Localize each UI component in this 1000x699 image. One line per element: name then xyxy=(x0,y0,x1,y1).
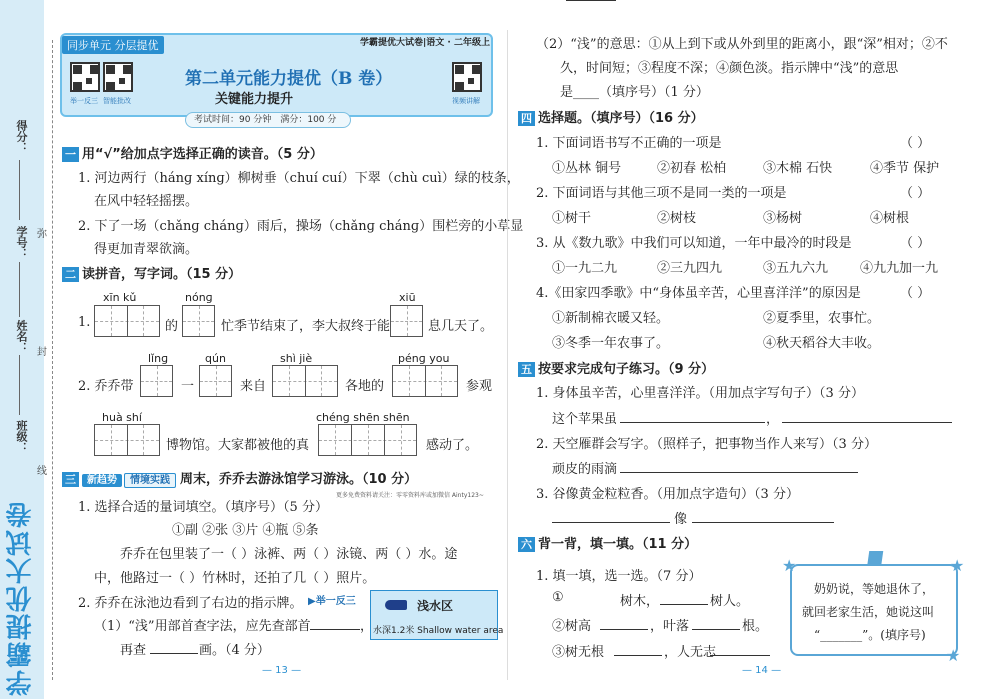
s4-q2-opt3[interactable]: ③杨树 xyxy=(763,211,803,226)
row3-text-b: 感动了。 xyxy=(426,438,479,453)
char-box-ling[interactable] xyxy=(140,365,173,397)
s4-q3-opt3[interactable]: ③五九六九 xyxy=(763,261,829,276)
s6-l1-text2: 树人。 xyxy=(710,594,750,609)
answer-line[interactable] xyxy=(620,422,765,423)
char-box-nong[interactable] xyxy=(182,305,215,337)
row2-text-d: 参观 xyxy=(466,379,493,394)
star-icon: ★ xyxy=(782,556,797,575)
section-4-title: 四 选择题。（填序号）（16 分） xyxy=(518,107,704,126)
s4-q4-paren[interactable]: （ ） xyxy=(900,286,931,301)
section-2-title: 二 读拼音，写字词。（15 分） xyxy=(62,263,241,282)
note-line-2: 就回老家生活，她说这叫 xyxy=(802,605,935,619)
s3-q2-1-text: （1）“浅”用部首查字法，应先查部首 xyxy=(94,619,311,634)
answer-line[interactable] xyxy=(782,422,952,423)
s3-q2-2-line1: （2）“浅”的意思：①从上到下或从外到里的距离小，跟“深”相对；②不 xyxy=(536,37,948,52)
s4-q4-opt3[interactable]: ③冬季一年农事了。 xyxy=(552,336,670,351)
s3-q1-line2: 中，他路过一（ ）竹林时，还拍了几（ ）照片。 xyxy=(94,571,376,586)
s4-q3-opt1[interactable]: ①一九二九 xyxy=(552,261,618,276)
s5-q1: 1. 身体虽辛苦，心里喜洋洋。（用加点字写句子）（3 分） xyxy=(536,386,864,401)
s6-l3-text2: ，人无志 xyxy=(664,645,717,660)
s3-q2-1-text2: 再查 xyxy=(120,643,147,658)
row2-text-a: 一 xyxy=(181,379,195,394)
char-box-pengyou[interactable] xyxy=(392,365,458,397)
s4-q3-opt4[interactable]: ④九九加一九 xyxy=(860,261,939,276)
class-line xyxy=(19,355,20,415)
pinyin-chengshenshen: chénɡ shēn shēn xyxy=(316,411,410,424)
char-box-qun[interactable] xyxy=(199,365,232,397)
s4-q4-opt1[interactable]: ①新制棉衣暖又轻。 xyxy=(552,311,670,326)
answer-line[interactable] xyxy=(620,472,858,473)
s1-q2-line1: 2. 下了一场（chǎnɡ chánɡ）雨后，操场（chǎnɡ chánɡ）围栏旁的小草显 xyxy=(78,219,524,234)
answer-blank[interactable] xyxy=(150,653,198,654)
char-box-xiu[interactable] xyxy=(390,305,423,337)
s3-q2-2-line3: 是____（填序号）（1 分） xyxy=(560,85,709,100)
page-subtitle: 关键能力提升 xyxy=(215,92,294,107)
qr-caption-3: 视频讲解 xyxy=(452,97,480,105)
char-box-huashi[interactable] xyxy=(94,424,160,456)
answer-blank[interactable] xyxy=(660,604,708,605)
id-line xyxy=(19,160,20,220)
brand-logo-text: 学霸提优大试卷 xyxy=(6,500,36,696)
s6-l2-text3: 根。 xyxy=(742,619,769,634)
grandma-note-box xyxy=(790,564,958,656)
seal-line xyxy=(52,40,53,680)
s3-q1-line1: 乔乔在包里装了一（ ）泳裤、两（ ）泳镜、两（ ）水。途 xyxy=(120,547,458,562)
s3-q2-2-line2: 久，时间短；③程度不深；④颜色淡。指示牌中“浅”的意思 xyxy=(560,61,899,76)
answer-blank[interactable] xyxy=(566,0,616,1)
exam-info xyxy=(185,112,351,128)
pinyin-huashi: huà shí xyxy=(102,411,142,424)
row2-text-b: 来自 xyxy=(240,379,267,394)
section-6-title: 六 背一背，填一填。（11 分） xyxy=(518,533,697,552)
s4-q3-opt2[interactable]: ②三九四九 xyxy=(657,261,723,276)
note-line-1: 奶奶说，等她退休了， xyxy=(814,582,935,596)
pinyin-nong: nónɡ xyxy=(185,291,213,304)
char-box-xinku[interactable] xyxy=(94,305,160,337)
s1-q2-line2: 得更加青翠欲滴。 xyxy=(94,242,199,257)
row2-text-c: 各地的 xyxy=(345,379,385,394)
promo-note: 更多免费资料请关注：零零资料库或加微信 Ainty123~ xyxy=(336,492,484,499)
s4-q2-opt2[interactable]: ②树枝 xyxy=(657,211,697,226)
s6-l2-text1: ②树高 xyxy=(552,619,592,634)
pinyin-qun: qún xyxy=(205,352,226,365)
answer-blank[interactable] xyxy=(614,655,662,656)
s5-q3: 3. 谷像黄金粒粒香。（用加点字造句）（3 分） xyxy=(536,487,799,502)
pinyin-xinku: xīn kǔ xyxy=(103,291,137,304)
s6-l1-num: ① xyxy=(552,590,564,605)
name-line xyxy=(19,262,20,317)
page-number-14: — 14 — xyxy=(742,665,782,676)
row1-text-a: 的 xyxy=(165,319,179,334)
s5-q2: 2. 天空雁群会写字。（照样子，把事物当作人来写）（3 分） xyxy=(536,437,877,452)
star-icon: ★ xyxy=(946,646,961,665)
pinyin-pengyou: pénɡ you xyxy=(398,352,450,365)
row3-text-a: 博物馆。大家都被他的真 xyxy=(166,438,310,453)
s4-q1: 1. 下面词语书写不正确的一项是 xyxy=(536,136,722,151)
unit-tag: 同步单元 分层提优 xyxy=(62,36,164,54)
s6-l2-text2: ，叶落 xyxy=(650,619,690,634)
char-box-chengshenshen[interactable] xyxy=(318,424,417,456)
section-3-title: 三 新趋势 情境实践 周末，乔乔去游泳馆学习游泳。（10 分） xyxy=(62,468,417,487)
answer-blank[interactable] xyxy=(600,629,648,630)
s4-q1-opt4[interactable]: ④季节 保护 xyxy=(870,161,940,176)
sign-depth: 水深1.2米 Shallow water area xyxy=(373,626,504,636)
s3-q2-1-text3: 画。（4 分） xyxy=(199,643,270,658)
s4-q1-opt2[interactable]: ②初春 松柏 xyxy=(657,161,727,176)
shallow-water-sign xyxy=(370,590,504,640)
s4-q4: 4.《田家四季歌》中“身体虽辛苦，心里喜洋洋”的原因是 xyxy=(536,286,861,301)
s5-q2-prompt: 顽皮的雨滴 xyxy=(552,462,618,477)
page-title: 第二单元能力提优（B 卷） xyxy=(185,69,393,89)
seal-char-1: 弥 xyxy=(37,229,47,240)
s4-q1-paren[interactable]: （ ） xyxy=(900,136,931,151)
s3-q2: 2. 乔乔在泳池边看到了右边的指示牌。 xyxy=(78,596,303,611)
row2-text-pre: 2. 乔乔带 xyxy=(78,379,134,394)
sign-title: 浅水区 xyxy=(417,599,454,613)
s6-l3-text1: ③树无根 xyxy=(552,645,605,660)
s6-q1: 1. 填一填，选一选。（7 分） xyxy=(536,569,702,584)
s4-q1-opt3[interactable]: ③木棉 石快 xyxy=(763,161,833,176)
s1-q1-line2: 在风中轻轻摇摆。 xyxy=(94,194,199,209)
s1-q1-line1: 1. 河边两行（hánɡ xínɡ）柳树垂（chuí cuí）下翠（chù cuì）绿的枝条， xyxy=(78,171,520,186)
s4-q2-opt4[interactable]: ④树根 xyxy=(870,211,910,226)
s4-q3-paren[interactable]: （ ） xyxy=(900,236,931,251)
swimmer-icon xyxy=(385,600,407,610)
seal-char-3: 线 xyxy=(37,466,47,477)
qr-code-icon xyxy=(452,62,482,92)
s4-q4-opt4[interactable]: ④秋天稻谷大丰收。 xyxy=(763,336,881,351)
qr-caption-2: 智能批改 xyxy=(103,97,131,105)
section-5-title: 五 按要求完成句子练习。（9 分） xyxy=(518,358,714,377)
fanyi-link[interactable]: ▶举一反三 xyxy=(308,596,356,607)
pinyin-shijie: shì jiè xyxy=(280,352,313,365)
seal-char-2: 封 xyxy=(37,347,47,358)
note-line-3: “_______”。(填序号) xyxy=(814,628,926,642)
star-icon: ★ xyxy=(950,556,965,575)
class-label: 班级： xyxy=(15,420,28,453)
exam-score: 满分：100 分 xyxy=(280,115,337,125)
page-number-13: — 13 — xyxy=(262,665,302,676)
s5-q1-comma: ， xyxy=(766,412,780,427)
pinyin-ling: lǐnɡ xyxy=(148,352,169,365)
s4-q4-opt2[interactable]: ②夏季里，农事忙。 xyxy=(763,311,881,326)
answer-blank[interactable] xyxy=(692,629,740,630)
char-box-shijie[interactable] xyxy=(272,365,338,397)
student-id-label: 学号： xyxy=(15,226,28,259)
exam-time: 考试时间：90 分钟 xyxy=(194,115,272,125)
section-1-title: 一 用“√”给加点字选择正确的读音。（5 分） xyxy=(62,143,323,162)
score-label: 得分： xyxy=(15,120,28,153)
page-divider xyxy=(507,30,508,680)
name-label: 姓名： xyxy=(15,320,28,353)
answer-blank[interactable] xyxy=(310,629,360,630)
pinyin-xiu: xiū xyxy=(399,291,416,304)
s3-q1-options: ①副 ②张 ③片 ④瓶 ⑤条 xyxy=(172,523,319,538)
s4-q2-paren[interactable]: （ ） xyxy=(900,186,931,201)
answer-line[interactable] xyxy=(692,522,834,523)
s4-q2-opt1[interactable]: ①树干 xyxy=(552,211,592,226)
qr-code-icon xyxy=(70,62,100,92)
s4-q3: 3. 从《数九歌》中我们可以知道，一年中最冷的时段是 xyxy=(536,236,852,251)
series-label: 学霸提优大试卷|语文 · 二年级上 xyxy=(360,38,490,48)
s5-q3-like: 像 xyxy=(674,512,688,527)
row1-number: 1. xyxy=(78,315,91,330)
qr-caption-1: 举一反三 xyxy=(70,97,98,105)
row1-text-c: 息几天了。 xyxy=(428,319,494,334)
qr-code-icon xyxy=(103,62,133,92)
row1-text-b: 忙季节结束了，李大叔终于能 xyxy=(221,319,391,334)
answer-blank[interactable] xyxy=(710,655,770,656)
s4-q1-opt1[interactable]: ①丛林 铜号 xyxy=(552,161,622,176)
answer-line[interactable] xyxy=(552,522,670,523)
s3-q2-1-comma: ， xyxy=(360,619,374,634)
s3-q1: 1. 选择合适的量词填空。（填序号）（5 分） xyxy=(78,500,328,515)
s6-l1-text1: 树木， xyxy=(620,594,660,609)
s4-q2: 2. 下面词语与其他三项不是同一类的一项是 xyxy=(536,186,787,201)
s5-q1-prompt: 这个苹果虽 xyxy=(552,412,618,427)
